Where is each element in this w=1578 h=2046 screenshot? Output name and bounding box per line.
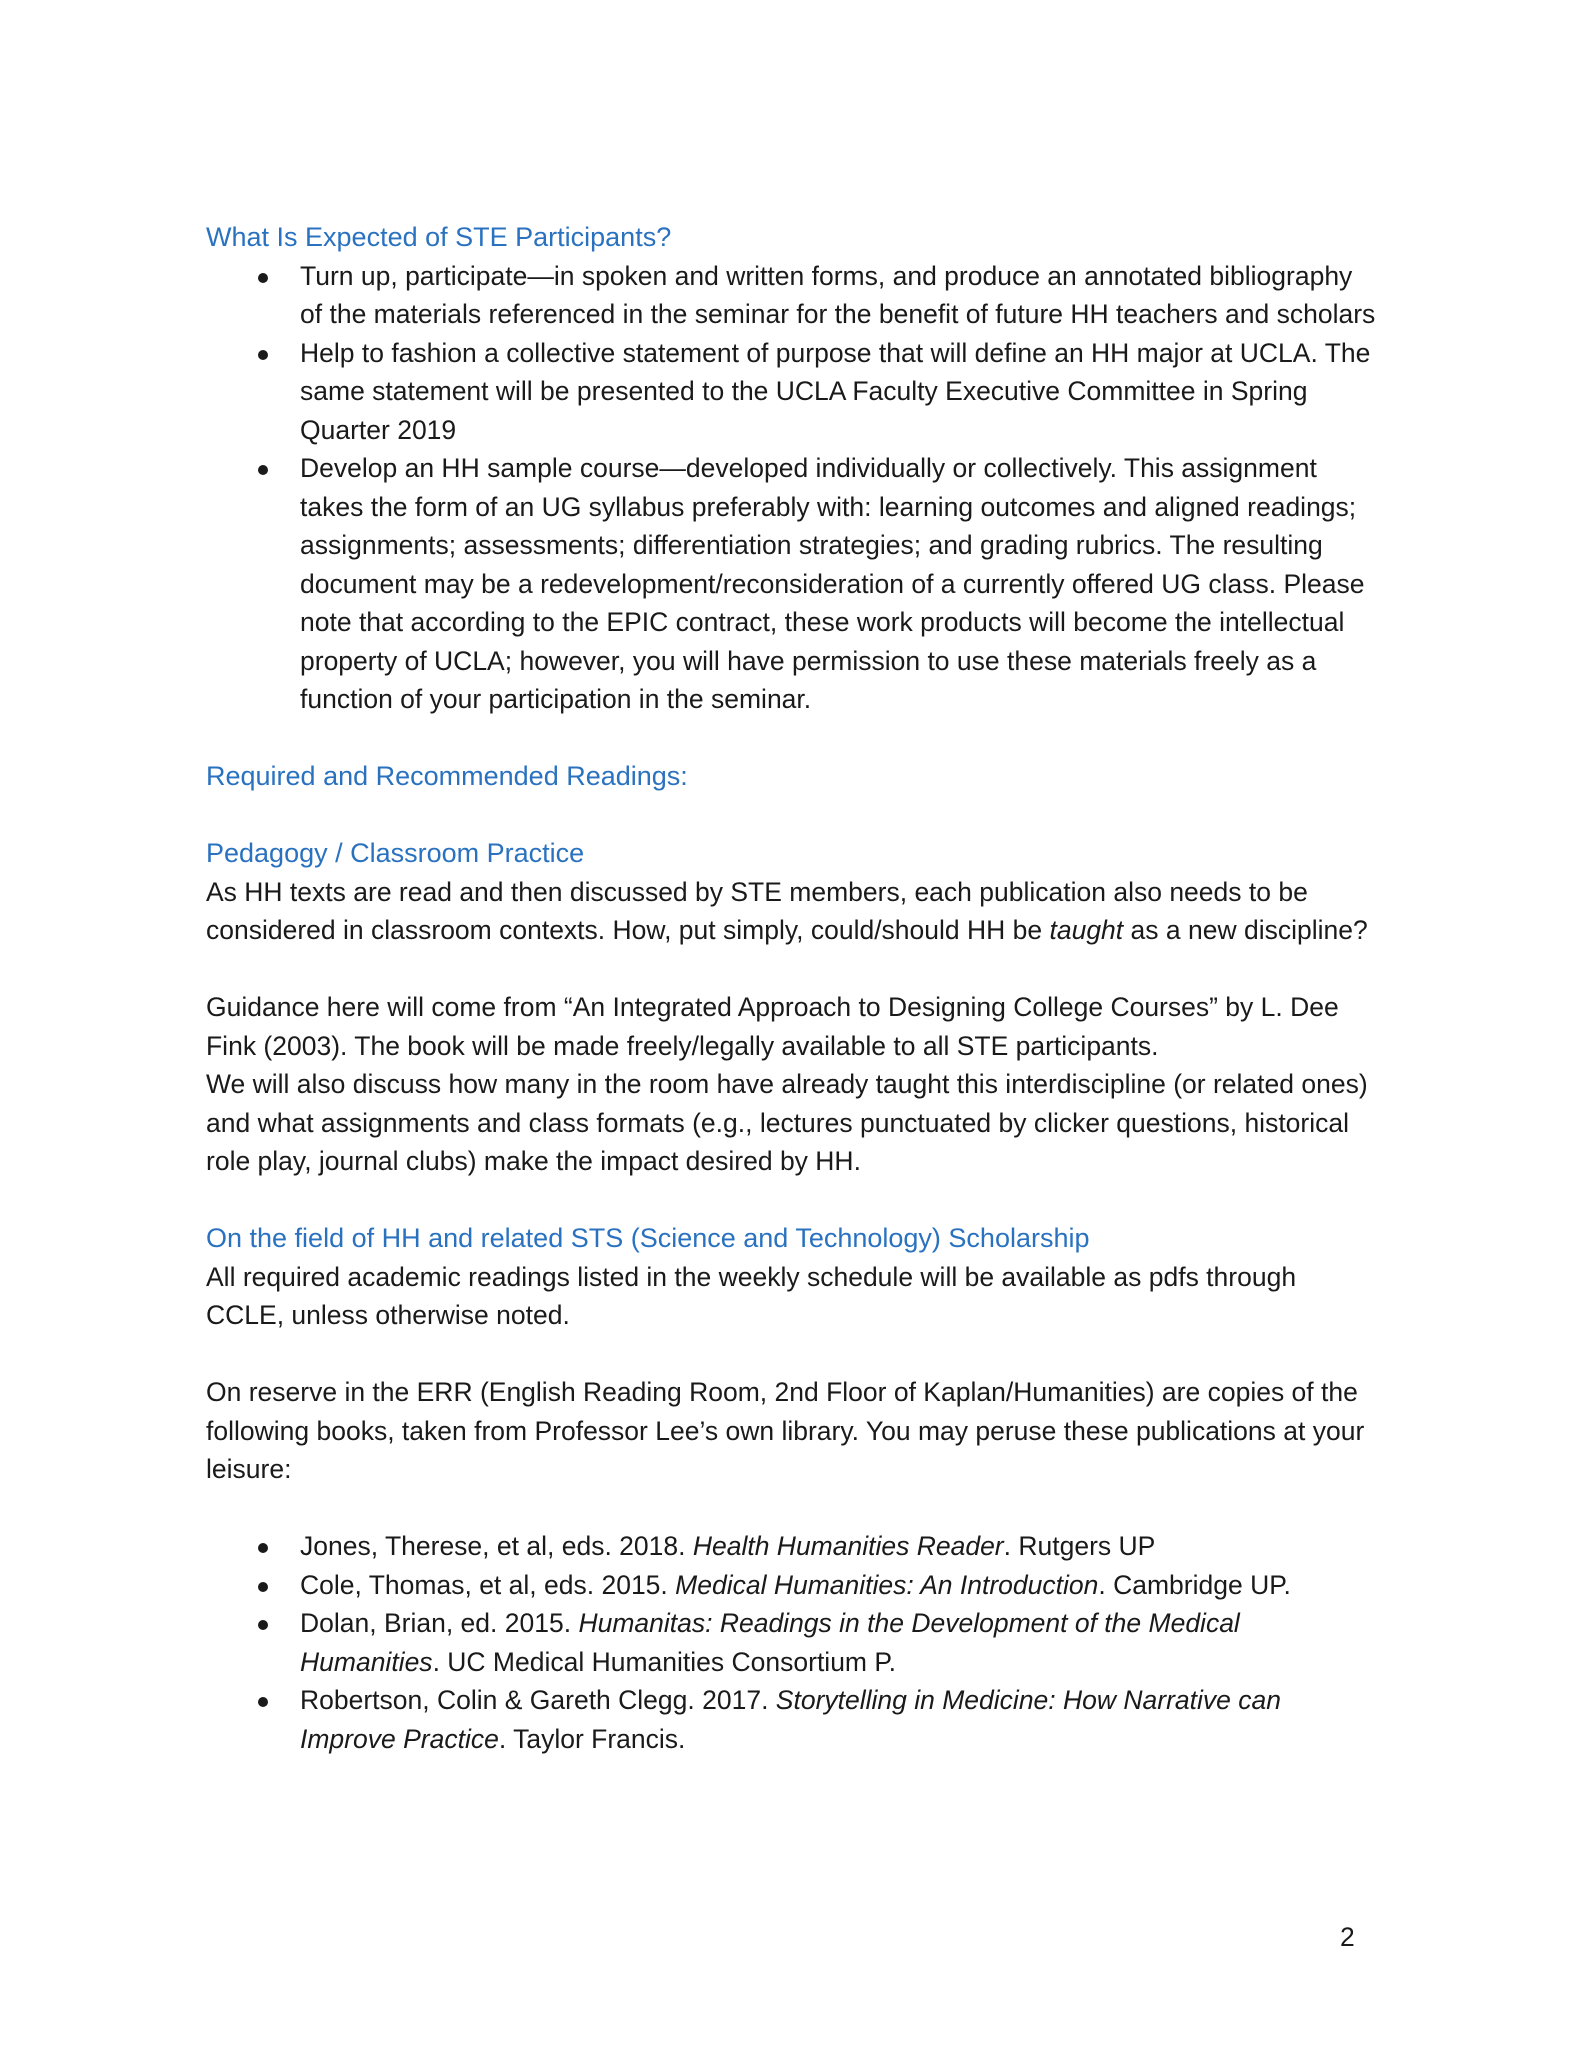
list-item: Robertson, Colin & Gareth Clegg. 2017. Storytelling in Medicine: How Narrative can Improve Practice. Taylor Francis. — [206, 1681, 1376, 1758]
book-title: Health Humanities Reader — [692, 1531, 1004, 1561]
list-item — [206, 257, 1376, 334]
readings-heading: Required and Recommended Readings: — [206, 761, 688, 791]
list-item — [206, 449, 1376, 719]
book-title: Storytelling in Medicine: How Narrative can Improve Practice — [300, 1685, 1281, 1754]
discussion-paragraph: We will also discuss how many in the room have already taught this interdiscipline (or related ones) and what assignments and class formats (e.g., lectures punctuated by clicker questions, historical role play, journal clubs) make the impact desired by HH. — [206, 1069, 1368, 1176]
list-item: Dolan, Brian, ed. 2015. Humanitas: Readings in the Development of the Medical Humanities. UC Medical Humanities Consortium P. — [206, 1604, 1376, 1681]
list-item: Jones, Therese, et al, eds. 2018. Health Humanities Reader. Rutgers UP — [206, 1527, 1376, 1566]
expected-item-text: Develop an HH sample course—developed individually or collectively. This assignment takes the form of an UG syllabus preferably with: learning outcomes and aligned readings; assignments; assessments; differentiation strategies; and grading rubrics. The resulting document may be a redevelopment/reconsideration of a currently offered UG class. Please note that according to the EPIC contract, these work products will become the intellectual property of UCLA; however, you will have permission to use these materials freely as a function of your participation in the seminar. — [300, 453, 1365, 714]
bullet-icon — [258, 1697, 268, 1707]
guidance-paragraph: Guidance here will come from “An Integrated Approach to Designing College Courses” by L. Dee Fink (2003). The book will be made freely/legally available to all STE participants. — [206, 992, 1339, 1061]
reserve-paragraph: On reserve in the ERR (English Reading Room, 2nd Floor of Kaplan/Humanities) are copies of the following books, taken from Professor Lee’s own library. You may peruse these publications at your leisure: — [206, 1377, 1365, 1484]
emphasis-taught: taught — [1049, 915, 1124, 945]
field-heading: On the field of HH and related STS (Science and Technology) Scholarship — [206, 1223, 1090, 1253]
bullet-icon — [258, 1543, 268, 1553]
book-list — [206, 1527, 1376, 1758]
document-page — [206, 218, 1376, 1758]
list-item — [206, 334, 1376, 450]
list-item: Cole, Thomas, et al, eds. 2015. Medical Humanities: An Introduction. Cambridge UP. — [206, 1566, 1376, 1605]
pedagogy-paragraph: As HH texts are read and then discussed by STE members, each publication also needs to be considered in classroom contexts. How, put simply, could/should HH be taught as a new discipline? — [206, 876, 1368, 945]
bullet-icon — [258, 273, 268, 283]
expected-list — [206, 257, 1376, 719]
expected-item-text: Turn up, participate—in spoken and written forms, and produce an annotated bibliography of the materials referenced in the seminar for the benefit of future HH teachers and scholars — [300, 260, 1376, 329]
pedagogy-heading: Pedagogy / Classroom Practice — [206, 838, 585, 868]
bullet-icon — [258, 1620, 268, 1630]
bullet-icon — [258, 350, 268, 360]
expected-item-text: Help to fashion a collective statement of purpose that will define an HH major at UCLA. The same statement will be presented to the UCLA Faculty Executive Committee in Spring Quarter 2019 — [300, 337, 1371, 445]
bullet-icon — [258, 1582, 268, 1592]
book-title: Humanitas: Readings in the Development of the Medical Humanities — [300, 1608, 1240, 1677]
expected-heading: What Is Expected of STE Participants? — [206, 222, 672, 252]
page-number: 2 — [1340, 1922, 1355, 1952]
bullet-icon — [258, 465, 268, 475]
required-readings-paragraph: All required academic readings listed in the weekly schedule will be available as pdfs through CCLE, unless otherwise noted. — [206, 1261, 1297, 1330]
book-title: Medical Humanities: An Introduction — [675, 1569, 1099, 1600]
